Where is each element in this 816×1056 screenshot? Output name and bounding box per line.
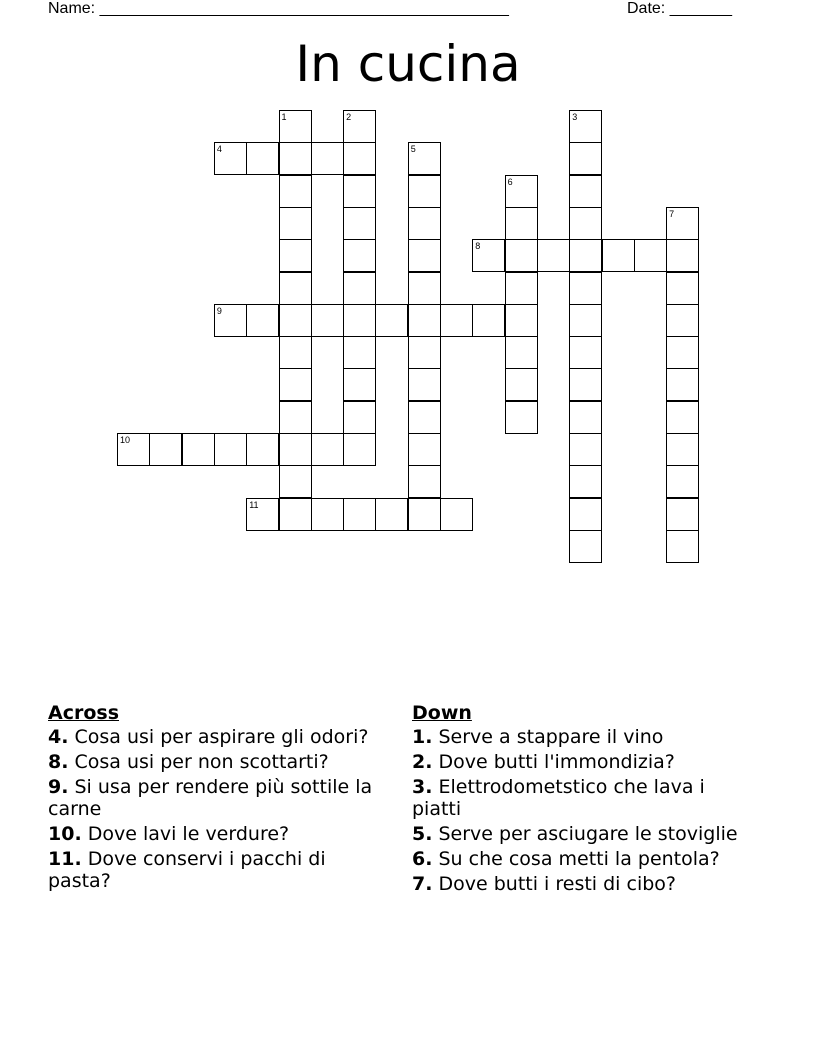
clue-number: 8. (48, 751, 69, 773)
grid-cell[interactable] (569, 272, 602, 305)
date-field[interactable]: Date: _______ (627, 0, 732, 17)
grid-cell[interactable] (666, 239, 699, 272)
grid-cell[interactable] (505, 175, 538, 208)
grid-cell[interactable] (569, 110, 602, 143)
grid-cell[interactable] (279, 142, 312, 175)
grid-cell[interactable] (279, 175, 312, 208)
clue-text: Dove butti i resti di cibo? (438, 873, 676, 895)
grid-cell[interactable] (343, 239, 376, 272)
grid-cell[interactable] (666, 304, 699, 337)
cell-number: 9 (216, 305, 222, 316)
grid-cell[interactable] (311, 142, 344, 175)
grid-cell[interactable] (569, 304, 602, 337)
cell-number: 4 (216, 144, 222, 155)
grid-cell[interactable] (505, 207, 538, 240)
name-field[interactable]: Name: ______________________________________________ (48, 0, 509, 17)
across-clues (48, 702, 393, 895)
grid-cell[interactable] (569, 207, 602, 240)
grid-cell[interactable] (666, 207, 699, 240)
cell-number: 11 (249, 499, 259, 510)
grid-cell[interactable] (505, 239, 538, 272)
grid-cell[interactable] (569, 498, 602, 531)
cell-number: 10 (120, 435, 131, 445)
grid-cell[interactable] (569, 465, 602, 498)
grid-cell[interactable] (343, 401, 376, 434)
grid-cell[interactable] (569, 401, 602, 434)
grid-cell[interactable] (311, 498, 344, 531)
grid-cell[interactable] (408, 142, 441, 175)
clue-text: Dove lavi le verdure? (87, 823, 290, 845)
clue-number: 3. (412, 776, 433, 798)
grid-cell[interactable] (666, 368, 699, 401)
grid-cell[interactable] (279, 336, 312, 369)
grid-cell[interactable] (117, 433, 150, 466)
grid-cell[interactable] (343, 207, 376, 240)
grid-cell[interactable] (214, 433, 247, 466)
grid-cell[interactable] (279, 272, 312, 305)
grid-cell[interactable] (537, 239, 570, 272)
across-clue (48, 848, 393, 892)
grid-cell[interactable] (279, 498, 312, 531)
down-clue (412, 776, 757, 820)
grid-cell[interactable] (343, 142, 376, 175)
grid-cell[interactable] (408, 401, 441, 434)
down-heading: Down (412, 702, 472, 724)
grid-cell[interactable] (408, 368, 441, 401)
grid-cell[interactable] (505, 304, 538, 337)
across-clue (48, 726, 393, 748)
across-clue (48, 751, 393, 773)
grid-cell[interactable] (505, 336, 538, 369)
grid-cell[interactable] (279, 465, 312, 498)
cell-number: 8 (475, 241, 481, 252)
clue-text: Dove conservi i pacchi di pasta? (48, 848, 326, 892)
clue-text: Serve a stappare il vino (438, 726, 664, 748)
clue-text: Si usa per rendere più sottile la carne (48, 776, 373, 820)
grid-cell[interactable] (246, 498, 279, 531)
grid-cell[interactable] (569, 239, 602, 272)
grid-cell[interactable] (408, 207, 441, 240)
grid-cell[interactable] (569, 175, 602, 208)
down-clue (412, 848, 757, 870)
grid-cell[interactable] (569, 336, 602, 369)
grid-cell[interactable] (279, 368, 312, 401)
grid-cell[interactable] (666, 498, 699, 531)
down-clue (412, 726, 757, 748)
down-clue (412, 751, 757, 773)
clue-number: 2. (412, 751, 433, 773)
clue-text: Su che cosa metti la pentola? (438, 848, 720, 870)
across-heading: Across (48, 702, 120, 724)
grid-cell[interactable] (246, 142, 279, 175)
grid-cell[interactable] (505, 368, 538, 401)
grid-cell[interactable] (634, 239, 667, 272)
grid-cell[interactable] (472, 239, 505, 272)
grid-cell[interactable] (408, 239, 441, 272)
grid-cell[interactable] (279, 239, 312, 272)
grid-cell[interactable] (149, 433, 182, 466)
grid-cell[interactable] (666, 272, 699, 305)
grid-cell[interactable] (343, 433, 376, 466)
down-clue (412, 873, 757, 895)
grid-cell[interactable] (569, 368, 602, 401)
grid-cell[interactable] (666, 530, 699, 563)
page-title: In cucina (295, 35, 521, 93)
grid-cell[interactable] (408, 465, 441, 498)
grid-cell[interactable] (408, 498, 441, 531)
cell-number: 5 (410, 144, 416, 155)
across-clue (48, 776, 393, 820)
grid-cell[interactable] (343, 368, 376, 401)
grid-cell[interactable] (343, 175, 376, 208)
cell-number: 1 (281, 112, 287, 122)
grid-cell[interactable] (602, 239, 635, 272)
cell-number: 3 (572, 112, 578, 122)
grid-cell[interactable] (279, 433, 312, 466)
grid-cell[interactable] (440, 498, 473, 531)
grid-cell[interactable] (182, 433, 215, 466)
grid-cell[interactable] (440, 304, 473, 337)
clue-number: 9. (48, 776, 69, 798)
grid-cell[interactable] (343, 304, 376, 337)
clue-text: Serve per asciugare le stoviglie (438, 823, 738, 845)
grid-cell[interactable] (666, 336, 699, 369)
grid-cell[interactable] (408, 433, 441, 466)
clue-number: 5. (412, 823, 433, 845)
grid-cell[interactable] (505, 401, 538, 434)
clue-text: Cosa usi per non scottarti? (74, 751, 329, 773)
grid-cell[interactable] (569, 530, 602, 563)
clue-number: 4. (48, 726, 69, 748)
grid-cell[interactable] (343, 336, 376, 369)
grid-cell[interactable] (311, 304, 344, 337)
grid-cell[interactable] (408, 175, 441, 208)
clue-number: 10. (48, 823, 82, 845)
grid-cell[interactable] (343, 272, 376, 305)
grid-cell[interactable] (408, 336, 441, 369)
grid-cell[interactable] (343, 498, 376, 531)
grid-cell[interactable] (375, 304, 408, 337)
clue-text: Dove butti l'immondizia? (438, 751, 675, 773)
grid-cell[interactable] (311, 433, 344, 466)
clue-number: 7. (412, 873, 433, 895)
grid-cell[interactable] (246, 304, 279, 337)
grid-cell[interactable] (279, 401, 312, 434)
grid-cell[interactable] (472, 304, 505, 337)
clue-number: 6. (412, 848, 433, 870)
across-clue (48, 823, 393, 845)
grid-cell[interactable] (279, 207, 312, 240)
clue-text: Cosa usi per aspirare gli odori? (74, 726, 369, 748)
cell-number: 2 (346, 112, 352, 122)
grid-cell[interactable] (214, 142, 247, 175)
grid-cell[interactable] (343, 110, 376, 143)
grid-cell[interactable] (246, 433, 279, 466)
grid-cell[interactable] (279, 304, 312, 337)
grid-cell[interactable] (666, 401, 699, 434)
grid-cell[interactable] (505, 272, 538, 305)
grid-cell[interactable] (569, 433, 602, 466)
grid-cell[interactable] (569, 142, 602, 175)
cell-number: 6 (507, 176, 513, 187)
grid-cell[interactable] (666, 465, 699, 498)
grid-cell[interactable] (214, 304, 247, 337)
down-clues (412, 702, 757, 898)
grid-cell[interactable] (375, 498, 408, 531)
down-clue (412, 823, 757, 845)
clue-text: Elettrodometstico che lava i piatti (412, 776, 705, 820)
grid-cell[interactable] (279, 110, 312, 143)
grid-cell[interactable] (408, 272, 441, 305)
grid-cell[interactable] (408, 304, 441, 337)
clue-number: 1. (412, 726, 433, 748)
cell-number: 7 (669, 208, 675, 219)
grid-cell[interactable] (666, 433, 699, 466)
clue-number: 11. (48, 848, 82, 870)
